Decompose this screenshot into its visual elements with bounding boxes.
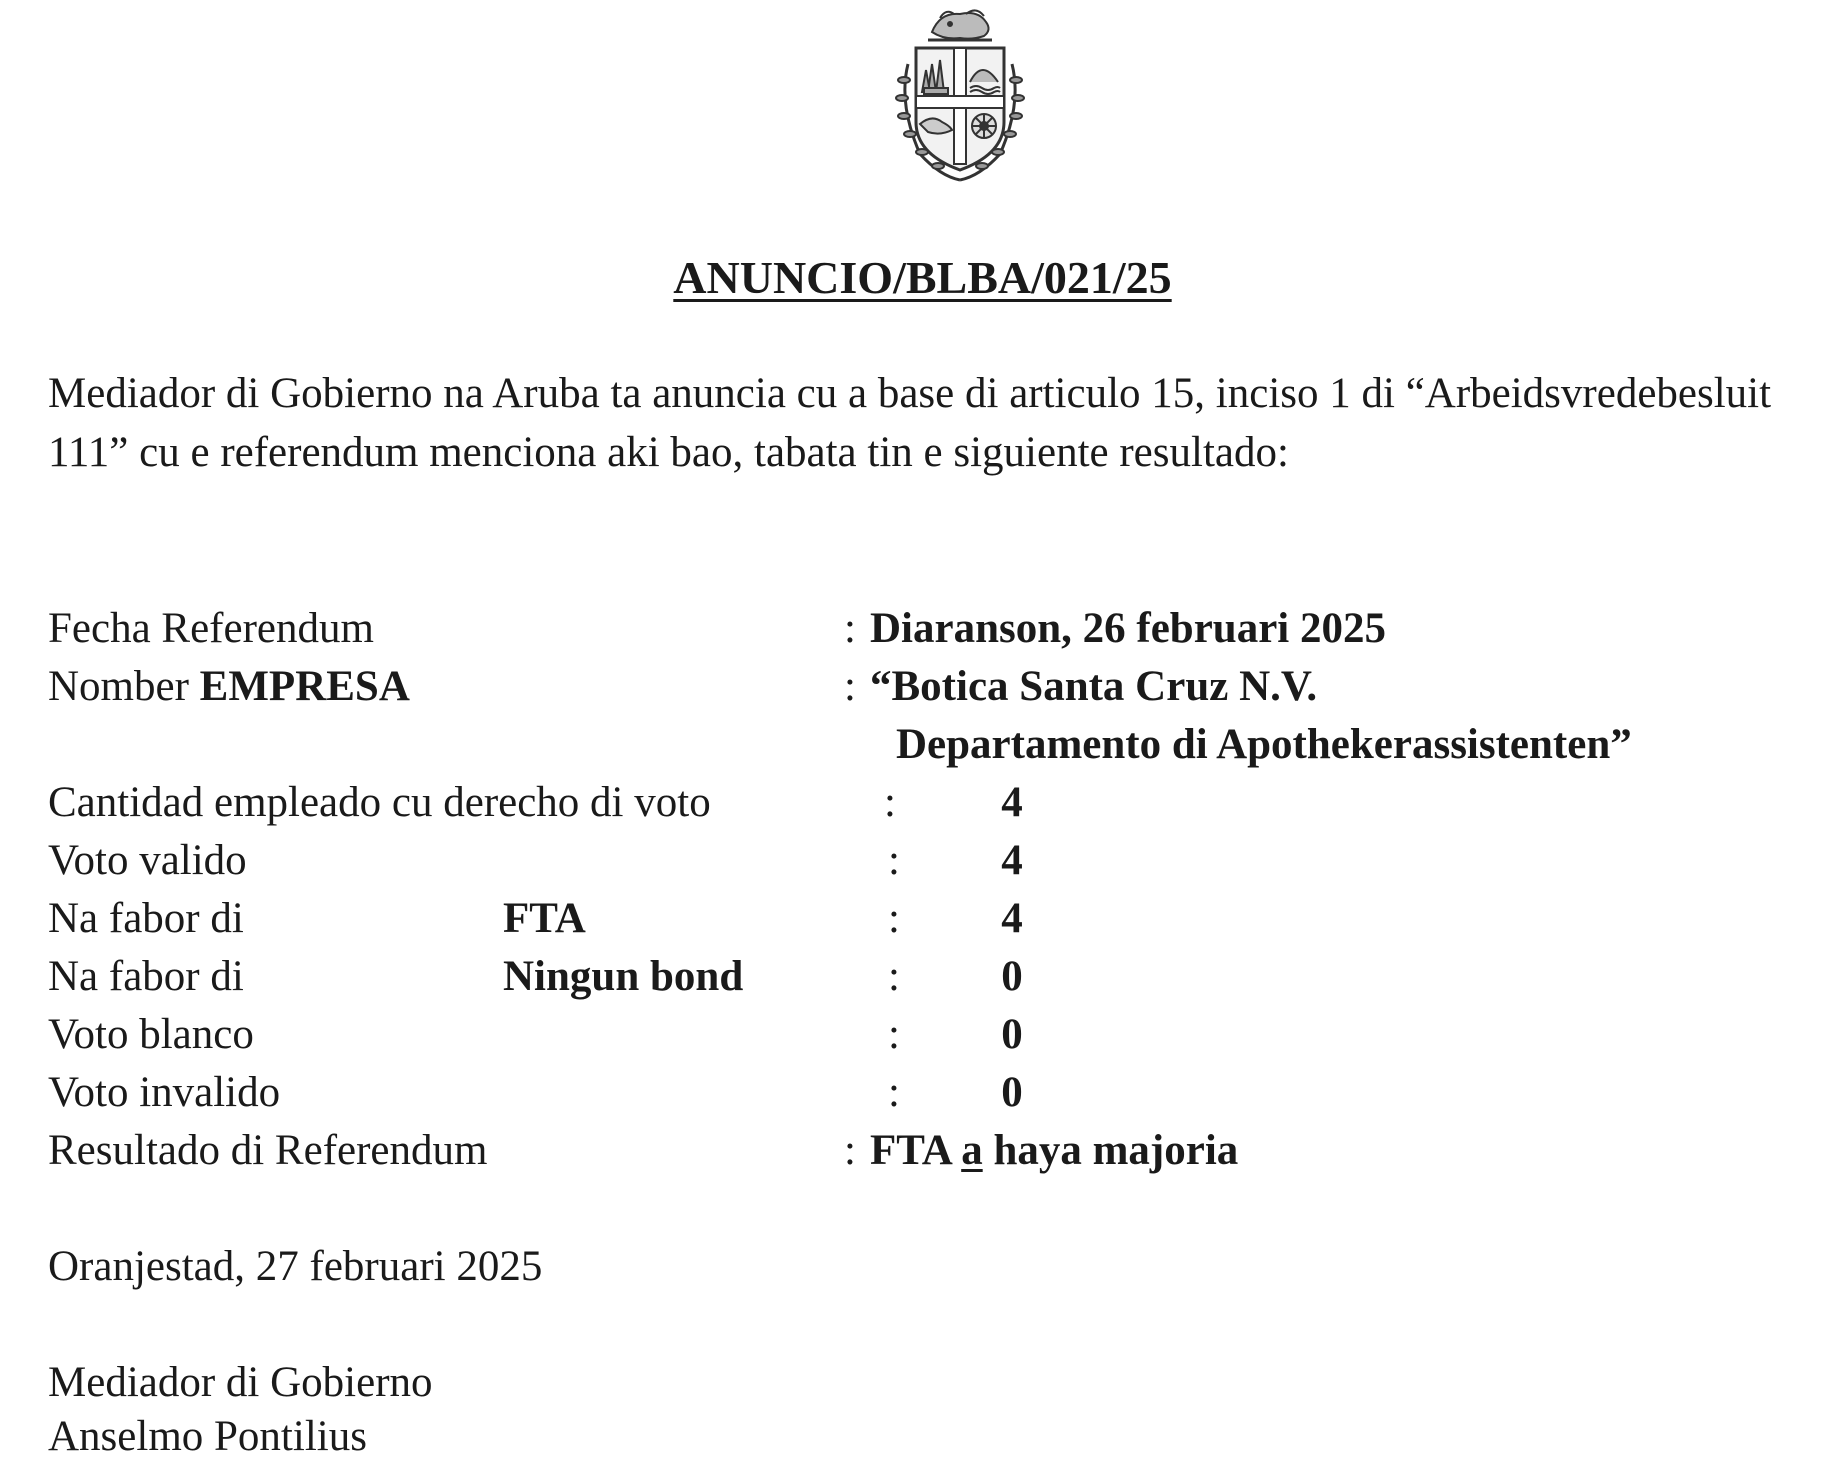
row-resultado [48,1122,1828,1180]
intro-paragraph: Mediador di Gobierno na Aruba ta anuncia cu a base di articulo 15, inciso 1 di “Arbeidsvredebesluit 111” cu e referendum menciona aki bao, tabata tin e siguiente resultado: [48,370,1772,476]
value-nomber-line2: Departamento di Apothekerassistenten” [896,721,1632,768]
label-fabor-fta: Na fabor di [48,895,244,942]
colon: : [888,1069,900,1116]
colon: : [844,605,856,652]
colon: : [884,779,896,826]
colon: : [888,953,900,1000]
row-voto-blanco [48,1006,1828,1064]
colon: : [888,1011,900,1058]
row-nomber-empresa-cont [48,716,1828,774]
row-fabor-ningun-bond [48,948,1828,1006]
label-nomber: Nomber EMPRESA [48,663,410,710]
party-ningun-bond: Ningun bond [503,953,744,1000]
label-resultado: Resultado di Referendum [48,1127,488,1174]
colon: : [888,895,900,942]
row-cantidad [48,774,1828,832]
row-voto-valido [48,832,1828,890]
colon: : [844,1127,856,1174]
announcement-title: ANUNCIO/BLBA/021/25 [673,252,1172,303]
place-date: Oranjestad, 27 februari 2025 [48,1243,543,1290]
row-voto-invalido [48,1064,1828,1122]
value-resultado: FTA a haya majoria [870,1127,1239,1174]
colon: : [844,663,856,710]
coat-of-arms-icon [880,4,1040,186]
value-cantidad: 4 [1001,779,1023,826]
label-voto-invalido: Voto invalido [48,1069,281,1116]
party-fta: FTA [503,895,586,942]
value-fabor-fta: 4 [1001,895,1023,942]
row-fabor-fta [48,890,1828,948]
signature-name: Anselmo Pontilius [48,1413,367,1460]
signature-title: Mediador di Gobierno [48,1359,433,1406]
label-fecha: Fecha Referendum [48,605,374,652]
value-fecha: Diaranson, 26 februari 2025 [870,605,1386,652]
value-voto-blanco: 0 [1001,1011,1023,1058]
row-fecha-referendum [48,600,1828,658]
row-nomber-empresa [48,658,1828,716]
value-voto-valido: 4 [1001,837,1023,884]
value-fabor-ningun: 0 [1001,953,1023,1000]
value-voto-invalido: 0 [1001,1069,1023,1116]
label-voto-valido: Voto valido [48,837,247,884]
label-cantidad: Cantidad empleado cu derecho di voto [48,779,711,826]
colon: : [888,837,900,884]
value-nomber-line1: “Botica Santa Cruz N.V. [870,663,1318,710]
label-fabor-ningun: Na fabor di [48,953,244,1000]
label-voto-blanco: Voto blanco [48,1011,254,1058]
